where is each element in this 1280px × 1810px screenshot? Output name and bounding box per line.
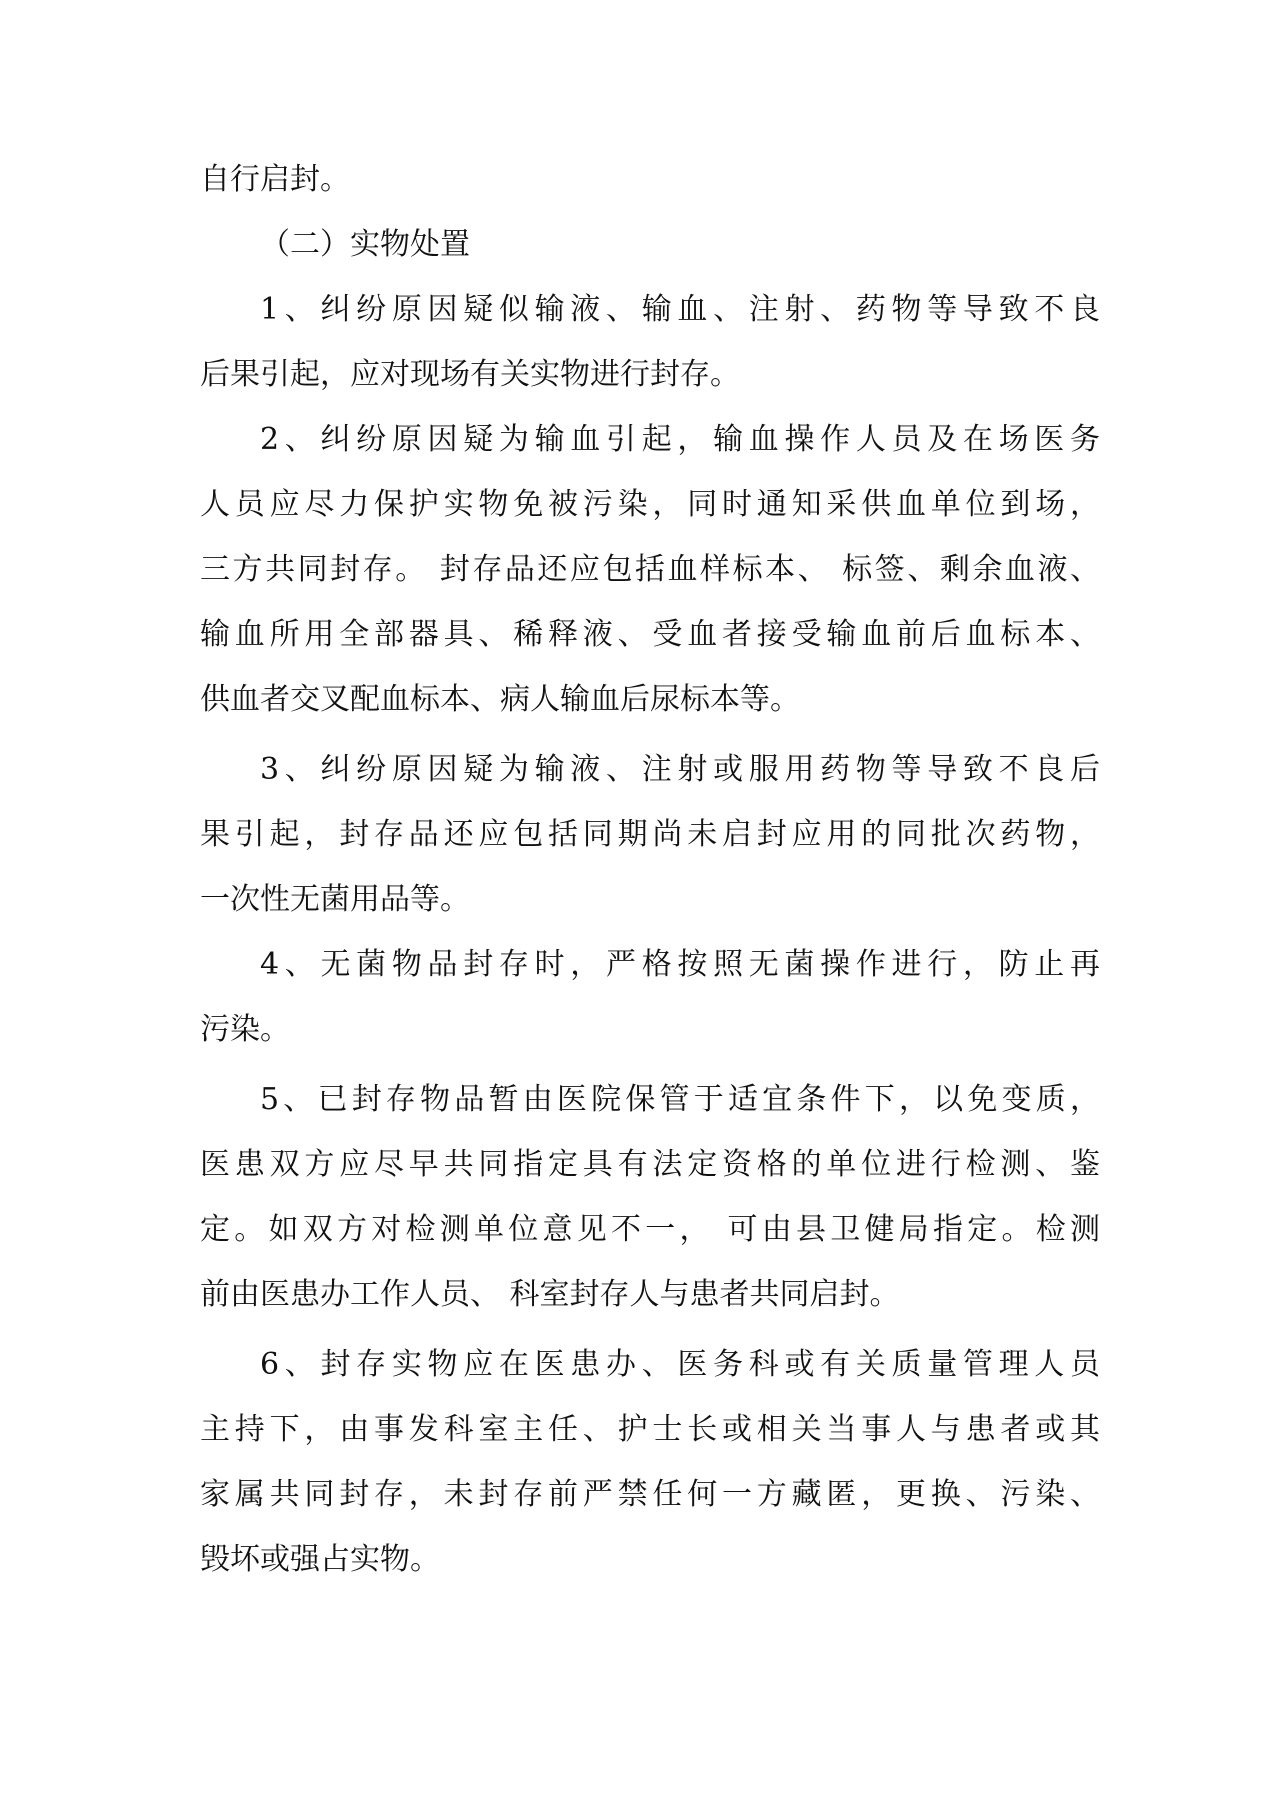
text-line: 3、纠纷原因疑为输液、注射或服用药物等导致不良后 [260,752,1100,787]
section-heading: （二）实物处置 [260,227,470,262]
text-line: 自行启封。 [200,162,350,197]
text-line: 一次性无菌用品等。 [200,882,470,917]
text-line: 主持下，由事发科室主任、护士长或相关当事人与患者或其 [200,1412,1100,1447]
text-line: 后果引起，应对现场有关实物进行封存。 [200,357,740,392]
text-line: 果引起，封存品还应包括同期尚未启封应用的同批次药物， [200,817,1100,852]
text-line: 医患双方应尽早共同指定具有法定资格的单位进行检测、鉴 [200,1147,1100,1182]
text-line: 前由医患办工作人员、 科室封存人与患者共同启封。 [200,1277,900,1312]
text-line: 污染。 [200,1012,290,1047]
text-line: 2、纠纷原因疑为输血引起，输血操作人员及在场医务 [260,422,1100,457]
text-line: 5、已封存物品暂由医院保管于适宜条件下，以免变质， [260,1082,1100,1117]
text-line: 人员应尽力保护实物免被污染，同时通知采供血单位到场， [200,487,1100,522]
text-line: 1、纠纷原因疑似输液、输血、注射、药物等导致不良 [260,292,1100,327]
text-line: 毁坏或强占实物。 [200,1542,440,1577]
text-line: 4、无菌物品封存时，严格按照无菌操作进行，防止再 [260,947,1100,982]
text-line: 定。如双方对检测单位意见不一， 可由县卫健局指定。检测 [200,1212,1100,1247]
text-line: 供血者交叉配血标本、病人输血后尿标本等。 [200,682,800,717]
text-line: 家属共同封存，未封存前严禁任何一方藏匿，更换、污染、 [200,1477,1100,1512]
text-line: 输血所用全部器具、稀释液、受血者接受输血前后血标本、 [200,617,1100,652]
text-line: 三方共同封存。 封存品还应包括血样标本、 标签、剩余血液、 [200,552,1100,587]
text-line: 6、封存实物应在医患办、医务科或有关质量管理人员 [260,1347,1100,1382]
